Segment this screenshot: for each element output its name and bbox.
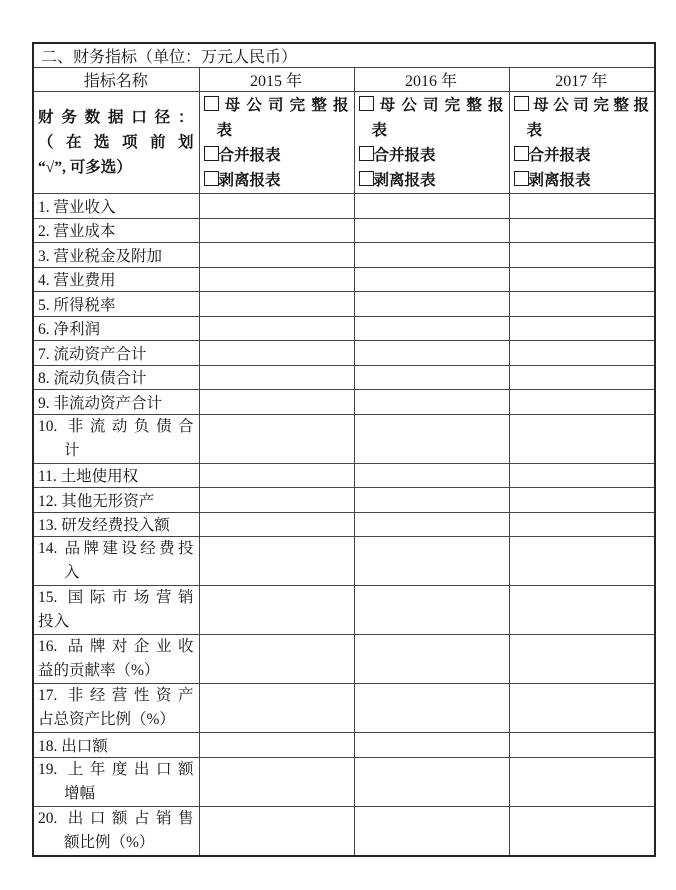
indicator-label-line2: 占总资产比例（%） [38, 711, 175, 728]
value-cell [199, 390, 354, 415]
value-cell [509, 684, 655, 733]
indicator-label-cell: 18. 出口额 [33, 733, 199, 758]
indicator-label-cell: 3. 营业税金及附加 [33, 243, 199, 268]
indicator-label-line1: 17. 非经营性资产 [38, 687, 194, 704]
indicator-label-cell [33, 757, 199, 806]
value-cell [354, 267, 509, 292]
value-cell [509, 586, 655, 635]
value-cell [509, 414, 655, 463]
indicator-label-line1: 16. 品牌对企业收 [38, 638, 194, 655]
value-cell [354, 316, 509, 341]
indicator-row [33, 414, 655, 463]
value-cell [509, 512, 655, 537]
indicator-label-cell: 4. 营业费用 [33, 267, 199, 292]
indicator-label-cell: 7. 流动资产合计 [33, 341, 199, 366]
value-cell [509, 537, 655, 586]
checkbox-icon [359, 96, 374, 111]
checkbox-option-wrap-line: 表 [526, 121, 543, 139]
checkbox-icon [514, 146, 529, 161]
indicator-label-cell: 12. 其他无形资产 [33, 488, 199, 513]
table-header-row [33, 68, 655, 92]
indicator-label-line2: 益的贡献率（%） [38, 662, 160, 679]
value-cell [509, 365, 655, 390]
checkbox-option-wrap-line: 表 [216, 121, 233, 139]
value-cell [354, 414, 509, 463]
value-cell [354, 365, 509, 390]
indicator-row [33, 586, 655, 635]
indicator-label-line1: 14. 品牌建设经费投 [38, 540, 194, 557]
indicator-label-cell [33, 806, 199, 856]
indicator-row [33, 341, 655, 366]
value-cell [354, 341, 509, 366]
value-cell [354, 586, 509, 635]
indicator-row [33, 537, 655, 586]
value-cell [199, 488, 354, 513]
indicator-label-line2: 额比例（%） [64, 833, 155, 851]
indicator-label-line2: 计 [64, 441, 80, 459]
value-cell [199, 292, 354, 317]
value-cell [509, 243, 655, 268]
section-title: 二、财务指标（单位：万元人民币） [33, 43, 655, 68]
value-cell [199, 757, 354, 806]
indicator-row [33, 806, 655, 856]
checkbox-icon [359, 171, 374, 186]
indicator-row [33, 194, 655, 219]
indicator-label-line1: 19. 上年度出口额 [38, 760, 194, 778]
indicator-row [33, 243, 655, 268]
value-cell [199, 537, 354, 586]
checkbox-consolidated-report: 合并报表 [359, 143, 504, 168]
indicator-label-line2: 投入 [38, 613, 70, 630]
value-cell [199, 512, 354, 537]
value-cell [199, 806, 354, 856]
value-cell [509, 218, 655, 243]
value-cell [354, 537, 509, 586]
indicator-label-line2: 增幅 [64, 784, 96, 802]
header-year-2015: 2015 年 [199, 68, 354, 92]
value-cell [199, 414, 354, 463]
value-cell [199, 365, 354, 390]
checkbox-parent-company-full-report: 母公司完整报 [359, 93, 504, 118]
checkbox-icon [514, 171, 529, 186]
value-cell [199, 733, 354, 758]
value-cell [509, 463, 655, 488]
value-cell [354, 806, 509, 856]
value-cell [354, 488, 509, 513]
indicator-label-cell [33, 684, 199, 733]
indicator-label-line2: 入 [64, 564, 80, 581]
checkbox-icon [204, 146, 219, 161]
value-cell [354, 512, 509, 537]
indicator-row [33, 684, 655, 733]
value-cell [199, 243, 354, 268]
indicator-label-cell: 9. 非流动资产合计 [33, 390, 199, 415]
value-cell [509, 194, 655, 219]
financial-indicators-table [32, 42, 656, 857]
value-cell [199, 586, 354, 635]
checkbox-consolidated-report: 合并报表 [204, 143, 349, 168]
value-cell [354, 243, 509, 268]
indicator-label-cell: 13. 研发经费投入额 [33, 512, 199, 537]
value-cell [509, 488, 655, 513]
value-cell [509, 757, 655, 806]
indicator-row [33, 390, 655, 415]
indicator-label-line1: 10. 非流动负债合 [38, 417, 194, 435]
checkbox-icon [359, 146, 374, 161]
value-cell [509, 267, 655, 292]
indicator-label-cell: 8. 流动负债合计 [33, 365, 199, 390]
indicator-row [33, 463, 655, 488]
value-cell [509, 341, 655, 366]
value-cell [509, 292, 655, 317]
value-cell [354, 757, 509, 806]
value-cell [199, 463, 354, 488]
value-cell [354, 390, 509, 415]
value-cell [509, 316, 655, 341]
header-year-2017: 2017 年 [509, 68, 655, 92]
indicator-label-cell [33, 586, 199, 635]
checkbox-icon [204, 96, 219, 111]
value-cell [199, 267, 354, 292]
value-cell [354, 463, 509, 488]
indicator-label-cell: 1. 营业收入 [33, 194, 199, 219]
value-cell [199, 194, 354, 219]
value-cell [199, 341, 354, 366]
header-year-2016: 2016 年 [354, 68, 509, 92]
value-cell [354, 194, 509, 219]
scope-label-line: （在选项前划 [38, 134, 194, 151]
scope-label-line: 财务数据口径： [38, 109, 194, 126]
value-cell [199, 316, 354, 341]
value-cell [509, 733, 655, 758]
value-cell [509, 635, 655, 684]
indicator-label-line1: 20. 出口额占销售 [38, 809, 194, 827]
value-cell [509, 806, 655, 856]
value-cell [354, 733, 509, 758]
checkbox-carve-out-report: 剥离报表 [359, 168, 504, 193]
checkbox-parent-company-full-report: 母公司完整报 [514, 93, 650, 118]
scope-options-cell [509, 92, 655, 194]
indicator-label-cell: 2. 营业成本 [33, 218, 199, 243]
checkbox-carve-out-report: 剥离报表 [514, 168, 650, 193]
value-cell [354, 218, 509, 243]
header-indicator-name: 指标名称 [33, 68, 199, 92]
checkbox-consolidated-report: 合并报表 [514, 143, 650, 168]
scope-label-cell [33, 92, 199, 194]
value-cell [199, 684, 354, 733]
indicator-row [33, 757, 655, 806]
indicator-row [33, 635, 655, 684]
scope-options-cell [354, 92, 509, 194]
indicator-row [33, 316, 655, 341]
value-cell [199, 218, 354, 243]
value-cell [199, 635, 354, 684]
indicator-label-cell [33, 414, 199, 463]
indicator-row [33, 488, 655, 513]
indicator-row [33, 512, 655, 537]
value-cell [354, 635, 509, 684]
indicator-row [33, 733, 655, 758]
indicator-label-line1: 15. 国际市场营销 [38, 589, 194, 606]
indicator-row [33, 365, 655, 390]
value-cell [354, 684, 509, 733]
scope-label-line: “√”, 可多选） [38, 159, 132, 176]
indicator-row [33, 292, 655, 317]
value-cell [354, 292, 509, 317]
checkbox-option-wrap-line: 表 [371, 121, 388, 139]
indicator-row [33, 267, 655, 292]
value-cell [509, 390, 655, 415]
indicator-label-cell [33, 635, 199, 684]
indicator-label-cell [33, 537, 199, 586]
data-scope-row [33, 92, 655, 194]
indicator-label-cell: 11. 土地使用权 [33, 463, 199, 488]
checkbox-parent-company-full-report: 母公司完整报 [204, 93, 349, 118]
indicator-label-cell: 6. 净利润 [33, 316, 199, 341]
checkbox-icon [204, 171, 219, 186]
checkbox-icon [514, 96, 529, 111]
indicator-row [33, 218, 655, 243]
checkbox-carve-out-report: 剥离报表 [204, 168, 349, 193]
scope-options-cell [199, 92, 354, 194]
section-title-row [33, 43, 655, 68]
indicator-label-cell: 5. 所得税率 [33, 292, 199, 317]
